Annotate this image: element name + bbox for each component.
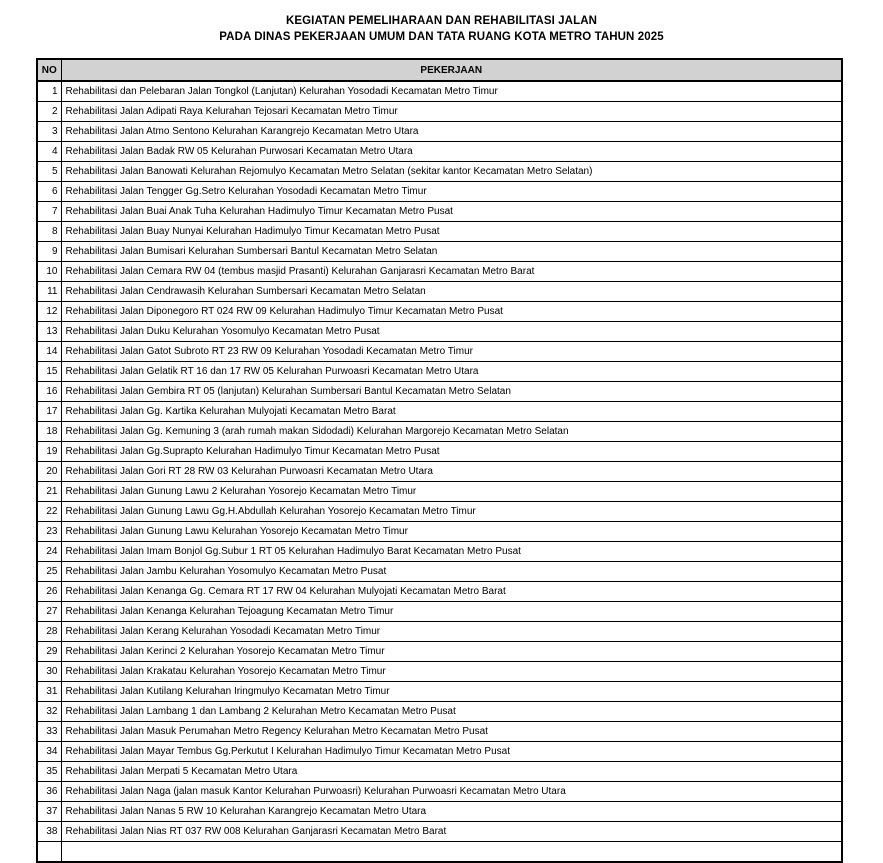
table-row (37, 502, 842, 522)
pekerjaan-cell: Rehabilitasi Jalan Tengger Gg.Setro Kelurahan Yosodadi Kecamatan Metro Timur (61, 182, 842, 202)
pekerjaan-cell: Rehabilitasi Jalan Bumisari Kelurahan Sumbersari Bantul Kecamatan Metro Selatan (61, 242, 842, 262)
table-row (37, 462, 842, 482)
table-row (37, 742, 842, 762)
pekerjaan-cell: Rehabilitasi Jalan Gg. Kemuning 3 (arah rumah makan Sidodadi) Kelurahan Margorejo Kecamatan Metro Selatan (61, 422, 842, 442)
table-row (37, 322, 842, 342)
table-row (37, 662, 842, 682)
table-row (37, 402, 842, 422)
row-number-cell: 10 (37, 262, 61, 282)
table-row (37, 202, 842, 222)
pekerjaan-cell: Rehabilitasi Jalan Kutilang Kelurahan Iringmulyo Kecamatan Metro Timur (61, 682, 842, 702)
pekerjaan-cell: Rehabilitasi Jalan Kerinci 2 Kelurahan Yosorejo Kecamatan Metro Timur (61, 642, 842, 662)
col-header-no: NO (37, 59, 61, 81)
row-number-cell: 20 (37, 462, 61, 482)
pekerjaan-cell: Rehabilitasi Jalan Diponegoro RT 024 RW 09 Kelurahan Hadimulyo Timur Kecamatan Metro Pusat (61, 302, 842, 322)
table-row (37, 602, 842, 622)
row-number-cell: 29 (37, 642, 61, 662)
document-title (0, 13, 883, 45)
row-number-cell: 2 (37, 102, 61, 122)
pekerjaan-cell: Rehabilitasi Jalan Nias RT 037 RW 008 Kelurahan Ganjarasri Kecamatan Metro Barat (61, 822, 842, 842)
row-number-cell: 24 (37, 542, 61, 562)
row-number-cell: 35 (37, 762, 61, 782)
table-row (37, 722, 842, 742)
table-row (37, 262, 842, 282)
table-row (37, 802, 842, 822)
row-number-cell: 36 (37, 782, 61, 802)
table-row (37, 422, 842, 442)
row-number-cell: 5 (37, 162, 61, 182)
row-number-cell: 15 (37, 362, 61, 382)
pekerjaan-cell: Rehabilitasi Jalan Badak RW 05 Kelurahan Purwosari Kecamatan Metro Utara (61, 142, 842, 162)
pekerjaan-cell (61, 842, 842, 863)
table-row (37, 242, 842, 262)
pekerjaan-cell: Rehabilitasi Jalan Nanas 5 RW 10 Kelurahan Karangrejo Kecamatan Metro Utara (61, 802, 842, 822)
row-number-cell: 18 (37, 422, 61, 442)
table-row (37, 682, 842, 702)
row-number-cell: 3 (37, 122, 61, 142)
pekerjaan-cell: Rehabilitasi Jalan Cendrawasih Kelurahan Sumbersari Kecamatan Metro Selatan (61, 282, 842, 302)
row-number-cell: 14 (37, 342, 61, 362)
pekerjaan-cell: Rehabilitasi Jalan Duku Kelurahan Yosomulyo Kecamatan Metro Pusat (61, 322, 842, 342)
pekerjaan-cell: Rehabilitasi Jalan Buay Nunyai Kelurahan Hadimulyo Timur Kecamatan Metro Pusat (61, 222, 842, 242)
row-number-cell: 38 (37, 822, 61, 842)
pekerjaan-cell: Rehabilitasi Jalan Kenanga Kelurahan Tejoagung Kecamatan Metro Timur (61, 602, 842, 622)
row-number-cell: 13 (37, 322, 61, 342)
table-row-partial (37, 842, 842, 863)
title-line-2: PADA DINAS PEKERJAAN UMUM DAN TATA RUANG KOTA METRO TAHUN 2025 (219, 31, 664, 43)
table-row (37, 282, 842, 302)
row-number-cell: 21 (37, 482, 61, 502)
table-row (37, 362, 842, 382)
row-number-cell: 1 (37, 81, 61, 102)
row-number-cell: 8 (37, 222, 61, 242)
pekerjaan-cell: Rehabilitasi Jalan Buai Anak Tuha Kelurahan Hadimulyo Timur Kecamatan Metro Pusat (61, 202, 842, 222)
table-header-row (37, 59, 842, 81)
pekerjaan-cell: Rehabilitasi Jalan Kerang Kelurahan Yosodadi Kecamatan Metro Timur (61, 622, 842, 642)
row-number-cell: 34 (37, 742, 61, 762)
table-row (37, 622, 842, 642)
table-row (37, 482, 842, 502)
table-row (37, 442, 842, 462)
row-number-cell: 33 (37, 722, 61, 742)
pekerjaan-cell: Rehabilitasi Jalan Cemara RW 04 (tembus masjid Prasanti) Kelurahan Ganjarasri Kecamatan Metro Barat (61, 262, 842, 282)
title-line-1: KEGIATAN PEMELIHARAAN DAN REHABILITASI JALAN (285, 15, 598, 27)
row-number-cell: 9 (37, 242, 61, 262)
pekerjaan-cell: Rehabilitasi Jalan Lambang 1 dan Lambang 2 Kelurahan Metro Kecamatan Metro Pusat (61, 702, 842, 722)
row-number-cell: 32 (37, 702, 61, 722)
pekerjaan-cell: Rehabilitasi Jalan Gembira RT 05 (lanjutan) Kelurahan Sumbersari Bantul Kecamatan Metro Selatan (61, 382, 842, 402)
table-row (37, 342, 842, 362)
pekerjaan-cell: Rehabilitasi Jalan Jambu Kelurahan Yosomulyo Kecamatan Metro Pusat (61, 562, 842, 582)
pekerjaan-cell: Rehabilitasi Jalan Gunung Lawu 2 Kelurahan Yosorejo Kecamatan Metro Timur (61, 482, 842, 502)
row-number-cell: 7 (37, 202, 61, 222)
row-number-cell: 19 (37, 442, 61, 462)
pekerjaan-cell: Rehabilitasi Jalan Adipati Raya Kelurahan Tejosari Kecamatan Metro Timur (61, 102, 842, 122)
table-row (37, 142, 842, 162)
pekerjaan-cell: Rehabilitasi Jalan Banowati Kelurahan Rejomulyo Kecamatan Metro Selatan (sekitar kantor Kecamatan Metro Selatan) (61, 162, 842, 182)
row-number-cell: 25 (37, 562, 61, 582)
table-row (37, 222, 842, 242)
pekerjaan-cell: Rehabilitasi Jalan Gunung Lawu Gg.H.Abdullah Kelurahan Yosorejo Kecamatan Metro Timur (61, 502, 842, 522)
table-row (37, 102, 842, 122)
pekerjaan-cell: Rehabilitasi Jalan Gori RT 28 RW 03 Kelurahan Purwoasri Kecamatan Metro Utara (61, 462, 842, 482)
pekerjaan-cell: Rehabilitasi Jalan Gelatik RT 16 dan 17 RW 05 Kelurahan Purwoasri Kecamatan Metro Utara (61, 362, 842, 382)
table-row (37, 122, 842, 142)
table-container (36, 58, 843, 863)
row-number-cell: 28 (37, 622, 61, 642)
pekerjaan-cell: Rehabilitasi Jalan Atmo Sentono Kelurahan Karangrejo Kecamatan Metro Utara (61, 122, 842, 142)
table-body (37, 81, 842, 862)
table-row (37, 81, 842, 102)
pekerjaan-cell: Rehabilitasi Jalan Merpati 5 Kecamatan Metro Utara (61, 762, 842, 782)
table-row (37, 522, 842, 542)
table-row (37, 302, 842, 322)
table-row (37, 782, 842, 802)
pekerjaan-cell: Rehabilitasi Jalan Gatot Subroto RT 23 RW 09 Kelurahan Yosodadi Kecamatan Metro Timur (61, 342, 842, 362)
pekerjaan-cell: Rehabilitasi dan Pelebaran Jalan Tongkol (Lanjutan) Kelurahan Yosodadi Kecamatan Metro Timur (61, 81, 842, 102)
table-row (37, 822, 842, 842)
row-number-cell: 27 (37, 602, 61, 622)
row-number-cell: 26 (37, 582, 61, 602)
row-number-cell: 4 (37, 142, 61, 162)
row-number-cell: 16 (37, 382, 61, 402)
table-row (37, 382, 842, 402)
row-number-cell: 31 (37, 682, 61, 702)
pekerjaan-cell: Rehabilitasi Jalan Gg. Kartika Kelurahan Mulyojati Kecamatan Metro Barat (61, 402, 842, 422)
pekerjaan-cell: Rehabilitasi Jalan Gg.Suprapto Kelurahan Hadimulyo Timur Kecamatan Metro Pusat (61, 442, 842, 462)
row-number-cell: 23 (37, 522, 61, 542)
row-number-cell: 30 (37, 662, 61, 682)
table-row (37, 762, 842, 782)
pekerjaan-cell: Rehabilitasi Jalan Imam Bonjol Gg.Subur 1 RT 05 Kelurahan Hadimulyo Barat Kecamatan Metro Pusat (61, 542, 842, 562)
row-number-cell: 12 (37, 302, 61, 322)
row-number-cell: 22 (37, 502, 61, 522)
table-row (37, 562, 842, 582)
table-row (37, 702, 842, 722)
pekerjaan-cell: Rehabilitasi Jalan Mayar Tembus Gg.Perkutut I Kelurahan Hadimulyo Timur Kecamatan Metro Pusat (61, 742, 842, 762)
pekerjaan-table (36, 58, 843, 863)
table-row (37, 582, 842, 602)
pekerjaan-cell: Rehabilitasi Jalan Masuk Perumahan Metro Regency Kelurahan Metro Kecamatan Metro Pusat (61, 722, 842, 742)
pekerjaan-cell: Rehabilitasi Jalan Naga (jalan masuk Kantor Kelurahan Purwoasri) Kelurahan Purwoasri Kecamatan Metro Utara (61, 782, 842, 802)
col-header-pekerjaan: PEKERJAAN (61, 59, 842, 81)
pekerjaan-cell: Rehabilitasi Jalan Kenanga Gg. Cemara RT 17 RW 04 Kelurahan Mulyojati Kecamatan Metro Barat (61, 582, 842, 602)
row-number-cell: 17 (37, 402, 61, 422)
row-number-cell: 6 (37, 182, 61, 202)
table-row (37, 542, 842, 562)
row-number-cell (37, 842, 61, 863)
table-row (37, 182, 842, 202)
row-number-cell: 11 (37, 282, 61, 302)
pekerjaan-cell: Rehabilitasi Jalan Krakatau Kelurahan Yosorejo Kecamatan Metro Timur (61, 662, 842, 682)
table-row (37, 642, 842, 662)
table-row (37, 162, 842, 182)
row-number-cell: 37 (37, 802, 61, 822)
pekerjaan-cell: Rehabilitasi Jalan Gunung Lawu Kelurahan Yosorejo Kecamatan Metro Timur (61, 522, 842, 542)
